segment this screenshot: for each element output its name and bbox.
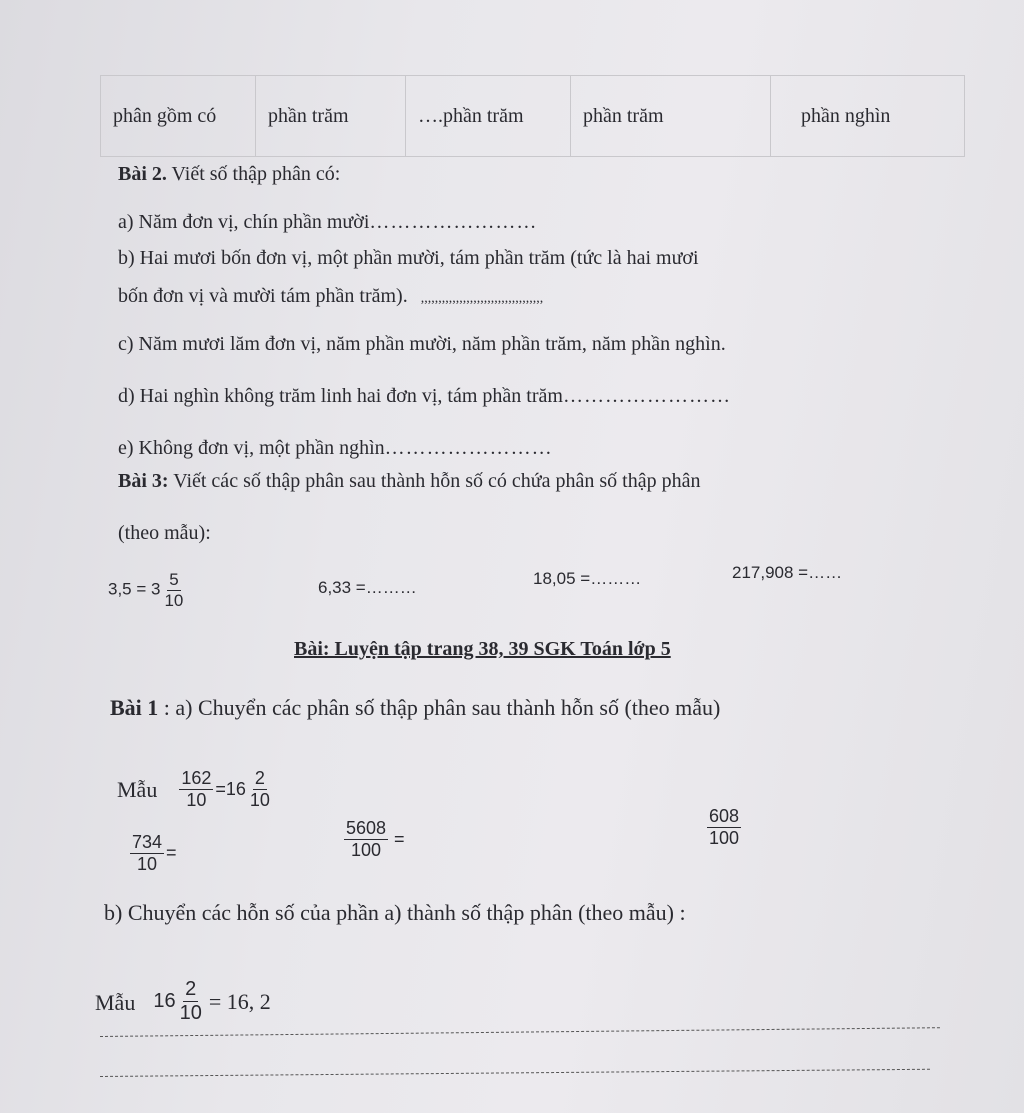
bai2-item-b-line2 — [118, 285, 543, 308]
fraction — [707, 806, 741, 848]
denominator: 10 — [137, 853, 158, 874]
fraction — [130, 832, 164, 874]
numerator: 5 — [169, 570, 179, 589]
numerator: 608 — [709, 806, 740, 826]
bai2-item-e — [118, 437, 553, 460]
bai2-item-b-line1: b) Hai mươi bốn đơn vị, một phần mười, tám phần trăm (tức là hai mươi — [118, 247, 699, 269]
bai1-example — [117, 768, 274, 810]
denominator: 10 — [179, 1002, 202, 1024]
bai1-title — [110, 695, 720, 721]
answer-blank: ,,,,,,,,,,,,,,,,,,,,,,,,,,,,,,,,,,, — [420, 291, 544, 306]
bai1-exercise-1 — [128, 832, 177, 874]
fraction — [248, 768, 272, 810]
example-expression — [177, 768, 274, 810]
bai3-title-line2: (theo mẫu): — [118, 522, 211, 544]
bai3-exercise-1: 6,33 =……… — [318, 578, 417, 597]
equals: = — [166, 842, 177, 863]
section-title: Bài: Luyện tập trang 38, 39 SGK Toán lớp 5 — [294, 638, 671, 660]
numerator: 2 — [254, 768, 265, 788]
table-header-cell: phân gồm có — [101, 76, 256, 157]
bai3-example — [108, 570, 187, 610]
answer-blank: …………………… — [369, 211, 538, 233]
table-header-cell: phần trăm — [571, 76, 771, 157]
bai2-title-bold: Bài 2. — [118, 163, 167, 185]
bai1-part-b-example — [95, 978, 271, 1025]
bai1-title-rest: : a) Chuyển các phân số thập phân sau thành hỗn số (theo mẫu) — [158, 695, 721, 720]
denominator: 100 — [351, 839, 382, 860]
table-header-cell: phần nghìn — [771, 76, 965, 157]
denominator: 100 — [709, 827, 740, 848]
bai3-exercise-3: 217,908 =…… — [732, 563, 843, 582]
bai2-item-b-text: bốn đơn vị và mười tám phần trăm). — [118, 285, 408, 307]
result: = 16, 2 — [208, 988, 271, 1014]
numerator: 162 — [181, 768, 212, 788]
bai2-item-a — [118, 211, 537, 234]
bai1-title-bold: Bài 1 — [110, 695, 159, 720]
bai3-title-rest: Viết các số thập phân sau thành hỗn số có chứa phân số thập phân — [168, 470, 701, 492]
bai1-exercise-3 — [705, 806, 743, 848]
bai2-item-d-text: d) Hai nghìn không trăm linh hai đơn vị, tám phần trăm — [118, 385, 563, 407]
whole-part: 16 — [153, 990, 176, 1012]
fraction — [178, 978, 204, 1025]
equals-whole: =16 — [215, 778, 246, 799]
fraction — [179, 768, 213, 810]
bai2-item-e-text: e) Không đơn vị, một phần nghìn — [118, 437, 385, 459]
bai3-title-bold: Bài 3: — [118, 470, 169, 492]
fraction — [344, 818, 388, 860]
answer-blank: …………………… — [562, 385, 731, 407]
bai3-example-left: 3,5 = 3 — [108, 579, 161, 599]
equals: = — [394, 828, 405, 849]
bai2-item-c: c) Năm mươi lăm đơn vị, năm phần mười, năm phần trăm, năm phần nghìn. — [118, 333, 726, 355]
denominator: 10 — [164, 590, 184, 610]
fraction — [162, 570, 185, 610]
table-header-cell: ….phần trăm — [406, 76, 571, 157]
table-header-cell: phần trăm — [256, 76, 406, 157]
bai3-exercise-2: 18,05 =……… — [533, 569, 642, 588]
bai2-title — [118, 163, 340, 186]
example-label: Mẫu — [95, 990, 136, 1016]
bai3-title — [118, 470, 700, 493]
bai2-item-d — [118, 385, 731, 408]
denominator: 10 — [186, 789, 207, 810]
denominator: 10 — [249, 789, 270, 810]
bai2-title-rest: Viết số thập phân có: — [166, 163, 341, 185]
place-value-table-header — [100, 75, 965, 157]
bai2-item-a-text: a) Năm đơn vị, chín phần mười — [118, 211, 370, 233]
numerator: 2 — [185, 978, 197, 1000]
numerator: 5608 — [346, 818, 387, 838]
bai1-exercise-2 — [342, 818, 405, 860]
bai1-part-b-title: b) Chuyển các hỗn số của phần a) thành số thập phân (theo mẫu) : — [104, 900, 686, 925]
example-expression — [153, 978, 271, 1024]
answer-blank: …………………… — [384, 437, 553, 459]
example-label: Mẫu — [117, 777, 158, 803]
numerator: 734 — [132, 832, 163, 852]
